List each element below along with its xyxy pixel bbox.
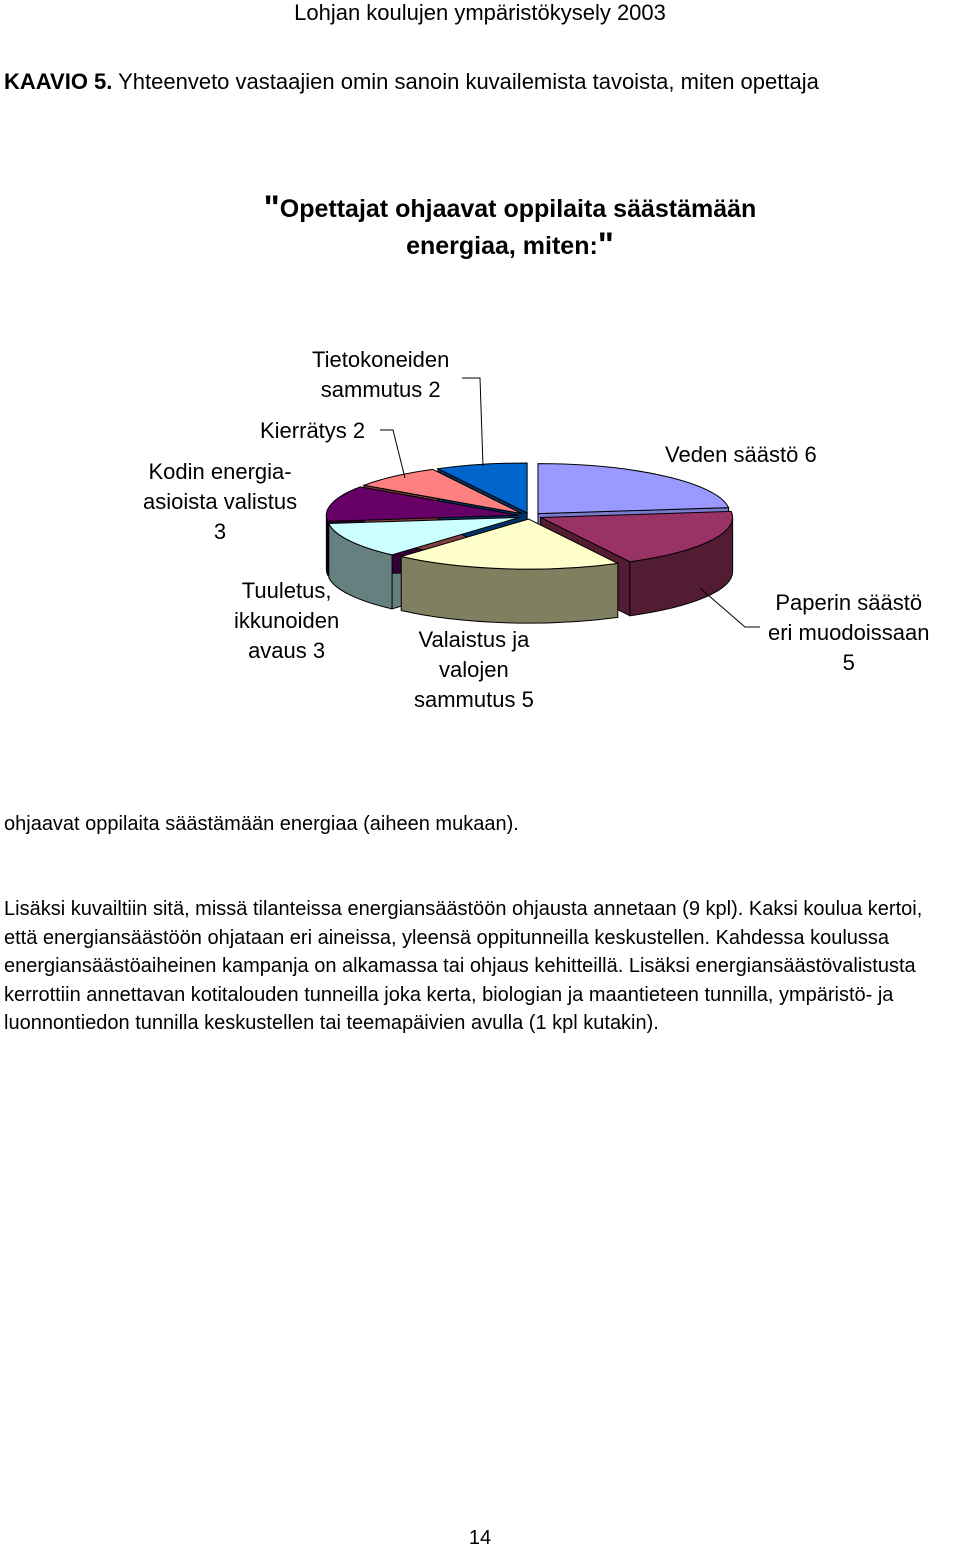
label-paperin-saasto: Paperin säästö eri muodoissaan 5 xyxy=(768,590,930,675)
chart-title-line1: Opettajat ohjaavat oppilaita säästämään xyxy=(279,195,757,223)
pie-tops xyxy=(326,463,732,569)
slice-side-kodin-energia-asioista-valistus xyxy=(326,515,327,575)
page-header: Lohjan koulujen ympäristökysely 2003 xyxy=(294,0,666,25)
leader-line-tietokoneiden xyxy=(462,378,483,466)
figure-caption-text: Yhteenveto vastaajien omin sanoin kuvailemista tavoista, miten opettaja xyxy=(112,69,819,94)
title-close-quote: " xyxy=(597,226,614,264)
label-tuuletus: Tuuletus, ikkunoiden avaus 3 xyxy=(234,578,340,663)
label-veden-saasto: Veden säästö 6 xyxy=(665,442,817,467)
label-valaistus: Valaistus ja valojen sammutus 5 xyxy=(414,627,534,712)
chart-title-line2: energiaa, miten: xyxy=(406,232,598,260)
leader-line-kierratys xyxy=(380,430,405,478)
figure-number: KAAVIO 5. xyxy=(4,69,113,94)
chart-caption-continuation: ohjaavat oppilaita säästämään energiaa (aiheen mukaan). xyxy=(4,813,519,835)
body-text: Lisäksi kuvailtiin sitä, missä tilanteissa energiansäästöön ohjausta annetaan (9 kpl). Kaksi koulua kertoi, että energiansäästöön ohjataan eri aineissa, yleensä oppitunneilla keskustellen. Kahdessa koulussa energiansäästöaiheinen kampanja on alkamassa tai ohjaus kehitteillä. Lisäksi energiansäästövalistusta kerrottiin annettavan kotitalouden tunneilla joka kerta, biologian ja maantieteen tunnilla, ympäristö- ja luonnontiedon tunnilla keskustellen tai teemapäivien avulla (1 kpl kutakin). xyxy=(4,898,923,1034)
label-kodin-energia: Kodin energia- asioista valistus 3 xyxy=(143,459,298,544)
slice-veden-saasto xyxy=(538,464,729,514)
label-tietokoneiden: Tietokoneiden sammutus 2 xyxy=(312,347,450,402)
title-open-quote: " xyxy=(263,189,280,227)
label-kierratys: Kierrätys 2 xyxy=(260,418,366,443)
page-number: 14 xyxy=(468,1527,492,1549)
body-paragraph xyxy=(4,895,960,1038)
